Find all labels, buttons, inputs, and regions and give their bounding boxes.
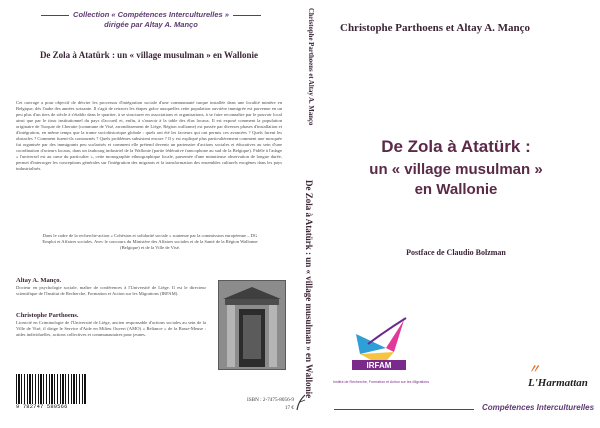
front-series-footer — [318, 402, 594, 416]
door-pediment — [223, 287, 281, 299]
irfam-logo — [346, 314, 412, 378]
series-name: Collection « Compétences Interculturelles » — [73, 10, 229, 19]
irfam-logo-text: IRFAM — [366, 361, 392, 370]
title-line-2: un « village musulman » — [369, 161, 543, 178]
publisher-logo — [528, 360, 594, 389]
footer-rule — [334, 409, 474, 410]
harmattan-logo: 〃 — [528, 362, 541, 376]
isbn: ISBN : 2-7475-8056-9 — [247, 397, 294, 403]
series-label: Compétences Interculturelles — [482, 403, 595, 412]
author-name: Christophe Parthoens. — [16, 312, 79, 319]
preface-credit: Postface de Claudio Bolzman — [406, 248, 506, 257]
door-column-right — [269, 305, 277, 367]
author-bio: Licencié en Criminologie de l'Université de Liège, ancien responsable d'actions sociales au sein de la Ville de Visé, il dirige le Service d'Aide en Milieu Ouvert (AMO) « Reliance » de la Basse-Meuse : aides individuelles, actions collectives et communautaires pour jeunes. — [16, 320, 206, 337]
isbn-block — [244, 396, 294, 412]
title-line-3: en Wallonie — [414, 181, 498, 198]
author-bio-parthoens — [16, 313, 206, 338]
author-bio: Docteur en psychologie sociale, maître de conférences à l'Université de Liège. Il est le directeur scientifique de l'Institut de Recherche, Formation et Action sur les Migrations (IRFAM). — [16, 285, 206, 296]
spine — [290, 0, 314, 428]
front-cover — [318, 8, 594, 420]
spine-authors: Christophe Parthoens et Altay A. Manço — [307, 8, 314, 126]
author-bio-manco — [16, 278, 206, 297]
series-rule-left — [41, 15, 69, 16]
door-column-left — [227, 305, 235, 367]
back-series-header — [36, 10, 266, 30]
back-cover — [14, 8, 294, 420]
spine-title: De Zola à Atatürk : un « village musulman » en Wallonie — [304, 180, 314, 399]
irfam-caption: Institut de Recherche, Formation et Action sur les Migrations — [332, 380, 430, 384]
barcode-number: 9 782747 580566 — [16, 404, 68, 410]
series-rule-right — [233, 15, 261, 16]
series-director: dirigée par Altay A. Manço — [104, 20, 198, 29]
back-title: De Zola à Atatürk : un « village musulman » en Wallonie — [39, 50, 259, 60]
framework-note: Dans le cadre de la recherche-action « Cohésion et solidarité sociale » soutenue par la commission européenne – DG Emploi et Affaires sociales. Avec le concours du Ministère des Affaires sociales et de la Santé de la Région Wallonne (Belgique) et de la Ville de Visé. — [42, 233, 258, 250]
door-photo — [218, 280, 286, 370]
barcode — [16, 374, 86, 414]
back-summary: Cet ouvrage a pour objectif de décrire les processus d'intégration sociale d'une communauté turque installée dans une localité minière en Belgique, dès l'aube des années soixante. Il s'agit de retracer les étapes grâce auxquelles cette population ouvrière immigrée est parvenue en un peu plus d'un tiers de siècle à s'établir dans le quartier, à se structurer en associations et organisations, à se faire reconnaître par le pouvoir local ainsi que par le tissu institutionnel du pays d'accueil et, enfin, à s'asseoir à la table des élus locaux. Il est exposé comment la population originaire de Turquie de Cheratte (commune de Visé, arrondissement de Liège, Région wallonne) est passée par diverses phases d'installation et d'intégration, en même temps que la trame sociohistorique globale : quels ont été les facteurs qui ont permis ces avancées ? Quels furent les obstacles ? Comment furent-ils contournés ? Quels problèmes subsistent encore ? Il y est expliqué plus particulièrement comment une mosquée fut organisée par des immigrants peu scolarisés et comment elle prétend devenir un partenaire d'actions sociales et éducatives au sein d'une coordination d'acteurs locaux, dans un faubourg industriel de la Wallonie (partie fédérative francophone au sud de la Belgique). Fidèle à l'adage « l'universel est au cœur du particulier », cette monographie ethnographique locale, parsemée d'une minutieuse observation de longue durée, permet d'interroger les conceptions générales sur l'intégration des migrants et la transformation des ensembles culturels exogènes dans les pays industrialisés. — [16, 100, 282, 171]
price: 17 € — [284, 405, 294, 411]
front-title — [318, 136, 594, 200]
publisher-name: L'Harmattan — [528, 377, 588, 389]
barcode-bars — [16, 374, 86, 404]
spine-text — [307, 8, 314, 125]
door — [239, 309, 265, 367]
title-line-1: De Zola à Atatürk : — [381, 137, 531, 156]
harmattan-spine-icon — [294, 392, 308, 412]
front-authors: Christophe Parthoens et Altay A. Manço — [340, 22, 531, 34]
author-name: Altay A. Manço. — [16, 277, 62, 284]
